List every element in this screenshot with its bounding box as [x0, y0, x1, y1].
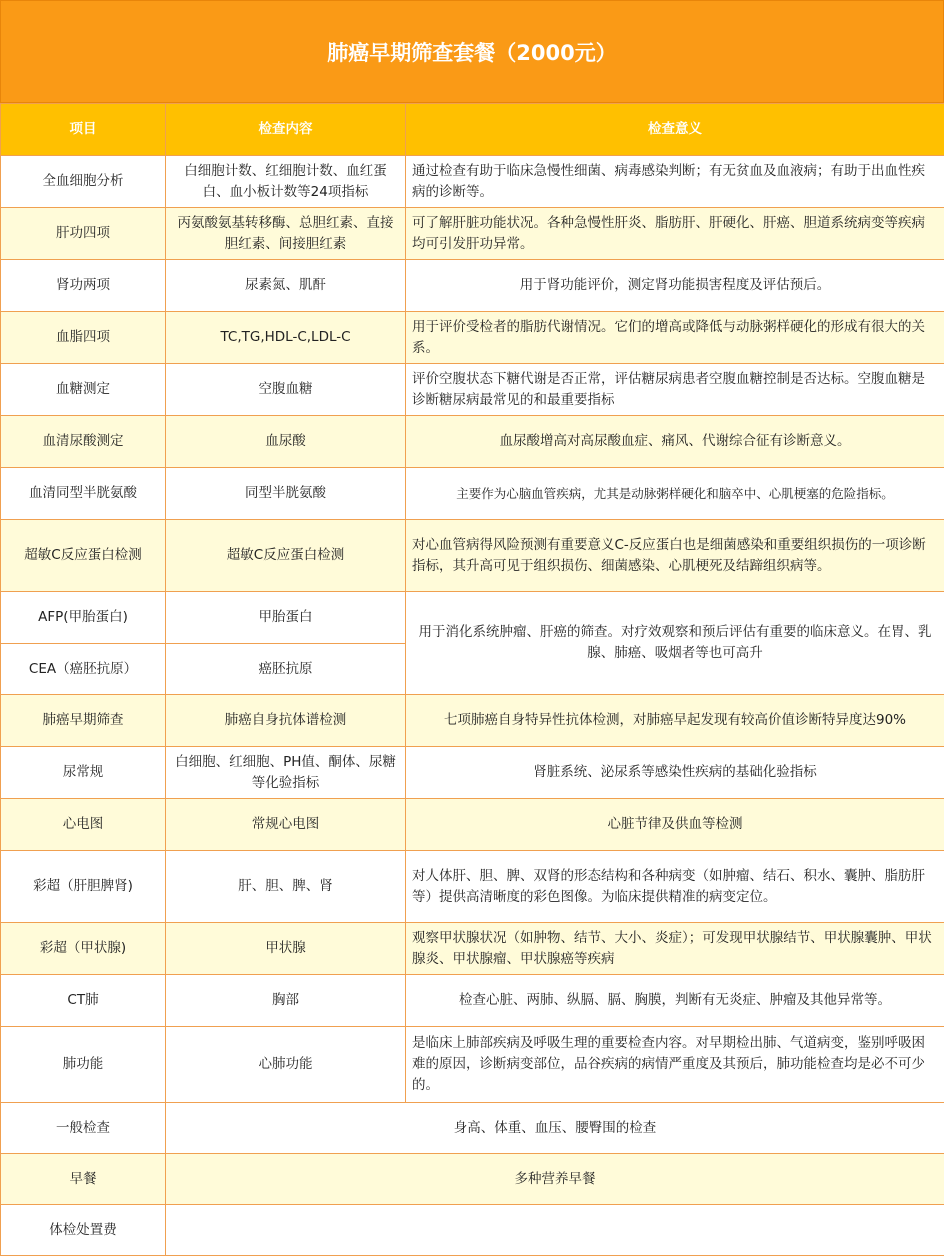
row-item: 彩超（甲状腺): [1, 923, 166, 975]
row-item: 全血细胞分析: [1, 156, 166, 208]
table-row: [1, 747, 944, 799]
row-item: 肺功能: [1, 1027, 166, 1103]
row-content: 癌胚抗原: [166, 644, 406, 695]
row-item: 肺癌早期筛查: [1, 695, 166, 747]
row-meaning: 是临床上肺部疾病及呼吸生理的重要检查内容。对早期检出肺、气道病变，鉴别呼吸困难的原因，诊断病变部位，品谷疾病的病情严重度及其预后，肺功能检查均是必不可少的。: [406, 1027, 944, 1103]
row-content: TC,TG,HDL-C,LDL-C: [166, 312, 406, 364]
row-merged-content: 身高、体重、血压、腰臀围的检查: [166, 1103, 944, 1154]
row-meaning: 检查心脏、两肺、纵膈、膈、胸膜，判断有无炎症、肿瘤及其他异常等。: [406, 975, 944, 1027]
row-item: AFP(甲胎蛋白): [1, 592, 166, 644]
table-row: [1, 1103, 944, 1154]
table-row: [1, 799, 944, 851]
row-content: 肺癌自身抗体谱检测: [166, 695, 406, 747]
row-meaning: 对心血管病得风险预测有重要意义C-反应蛋白也是细菌感染和重要组织损伤的一项诊断指标，其升高可见于组织损伤、细菌感染、心肌梗死及结蹄组织病等。: [406, 520, 944, 592]
row-content: 丙氨酸氨基转移酶、总胆红素、直接胆红素、间接胆红素: [166, 208, 406, 260]
header-meaning: 检查意义: [406, 104, 944, 156]
row-content: 甲状腺: [166, 923, 406, 975]
row-meaning: 血尿酸增高对高尿酸血症、痛风、代谢综合征有诊断意义。: [406, 416, 944, 468]
row-content: 血尿酸: [166, 416, 406, 468]
row-content: 白细胞、红细胞、PH值、酮体、尿糖等化验指标: [166, 747, 406, 799]
row-meaning: 主要作为心脑血管疾病，尤其是动脉粥样硬化和脑卒中、心肌梗塞的危险指标。: [406, 468, 944, 520]
row-item: 肝功四项: [1, 208, 166, 260]
row-meaning: 观察甲状腺状况（如肿物、结节、大小、炎症）；可发现甲状腺结节、甲状腺囊肿、甲状腺炎、甲状腺瘤、甲状腺癌等疾病: [406, 923, 944, 975]
page-title: 肺癌早期筛查套餐（2000元）: [0, 0, 944, 103]
row-meaning: 七项肺癌自身特异性抗体检测，对肺癌早起发现有较高价值诊断特异度达90%: [406, 695, 944, 747]
table-row: [1, 416, 944, 468]
table-row: [1, 923, 944, 975]
table-row: [1, 364, 944, 416]
table-row: [1, 208, 944, 260]
row-meaning: 用于消化系统肿瘤、肝癌的筛查。对疗效观察和预后评估有重要的临床意义。在胃、乳腺、肺癌、吸烟者等也可高升: [406, 592, 944, 695]
table-row: [1, 975, 944, 1027]
checkup-table: [0, 103, 944, 1256]
row-item: 早餐: [1, 1154, 166, 1205]
table-row: [1, 695, 944, 747]
row-meaning: 对人体肝、胆、脾、双肾的形态结构和各种病变（如肿瘤、结石、积水、囊肿、脂肪肝等）提供高清晰度的彩色图像。为临床提供精准的病变定位。: [406, 851, 944, 923]
table-row: [1, 468, 944, 520]
row-meaning: 用于评价受检者的脂肪代谢情况。它们的增高或降低与动脉粥样硬化的形成有很大的关系。: [406, 312, 944, 364]
row-content: 胸部: [166, 975, 406, 1027]
row-item: 肾功两项: [1, 260, 166, 312]
row-content: 同型半胱氨酸: [166, 468, 406, 520]
table-row: [1, 1205, 944, 1256]
row-meaning: 用于肾功能评价，测定肾功能损害程度及评估预后。: [406, 260, 944, 312]
row-item: 超敏C反应蛋白检测: [1, 520, 166, 592]
header-item: 项目: [1, 104, 166, 156]
row-content: 白细胞计数、红细胞计数、血红蛋白、血小板计数等24项指标: [166, 156, 406, 208]
row-item: 血清同型半胱氨酸: [1, 468, 166, 520]
row-item: 血清尿酸测定: [1, 416, 166, 468]
row-meaning: 评价空腹状态下糖代谢是否正常，评估糖尿病患者空腹血糖控制是否达标。空腹血糖是诊断糖尿病最常见的和最重要指标: [406, 364, 944, 416]
row-content: 超敏C反应蛋白检测: [166, 520, 406, 592]
row-meaning: 心脏节律及供血等检测: [406, 799, 944, 851]
table-row: [1, 1027, 944, 1103]
row-item: CEA（癌胚抗原）: [1, 644, 166, 695]
row-content: 尿素氮、肌酐: [166, 260, 406, 312]
table-header-row: [1, 104, 944, 156]
header-content: 检查内容: [166, 104, 406, 156]
row-meaning: 肾脏系统、泌尿系等感染性疾病的基础化验指标: [406, 747, 944, 799]
row-meaning: 通过检查有助于临床急慢性细菌、病毒感染判断；有无贫血及血液病；有助于出血性疾病的诊断等。: [406, 156, 944, 208]
row-item: 尿常规: [1, 747, 166, 799]
row-item: 血糖测定: [1, 364, 166, 416]
table-row: [1, 156, 944, 208]
row-item: 体检处置费: [1, 1205, 166, 1256]
table-row: [1, 592, 944, 644]
table-row: [1, 260, 944, 312]
row-merged-content: 多种营养早餐: [166, 1154, 944, 1205]
row-meaning: 可了解肝脏功能状况。各种急慢性肝炎、脂肪肝、肝硬化、肝癌、胆道系统病变等疾病均可引发肝功异常。: [406, 208, 944, 260]
row-item: 彩超（肝胆脾肾): [1, 851, 166, 923]
row-content: 常规心电图: [166, 799, 406, 851]
row-content: 肝、胆、脾、肾: [166, 851, 406, 923]
row-content: 甲胎蛋白: [166, 592, 406, 644]
table-row: [1, 312, 944, 364]
table-row: [1, 520, 944, 592]
table-row: [1, 1154, 944, 1205]
table-row: [1, 851, 944, 923]
row-content: 心肺功能: [166, 1027, 406, 1103]
row-item: 血脂四项: [1, 312, 166, 364]
row-item: 心电图: [1, 799, 166, 851]
row-item: 一般检查: [1, 1103, 166, 1154]
row-item: CT肺: [1, 975, 166, 1027]
row-content: 空腹血糖: [166, 364, 406, 416]
row-merged-content: [166, 1205, 944, 1256]
